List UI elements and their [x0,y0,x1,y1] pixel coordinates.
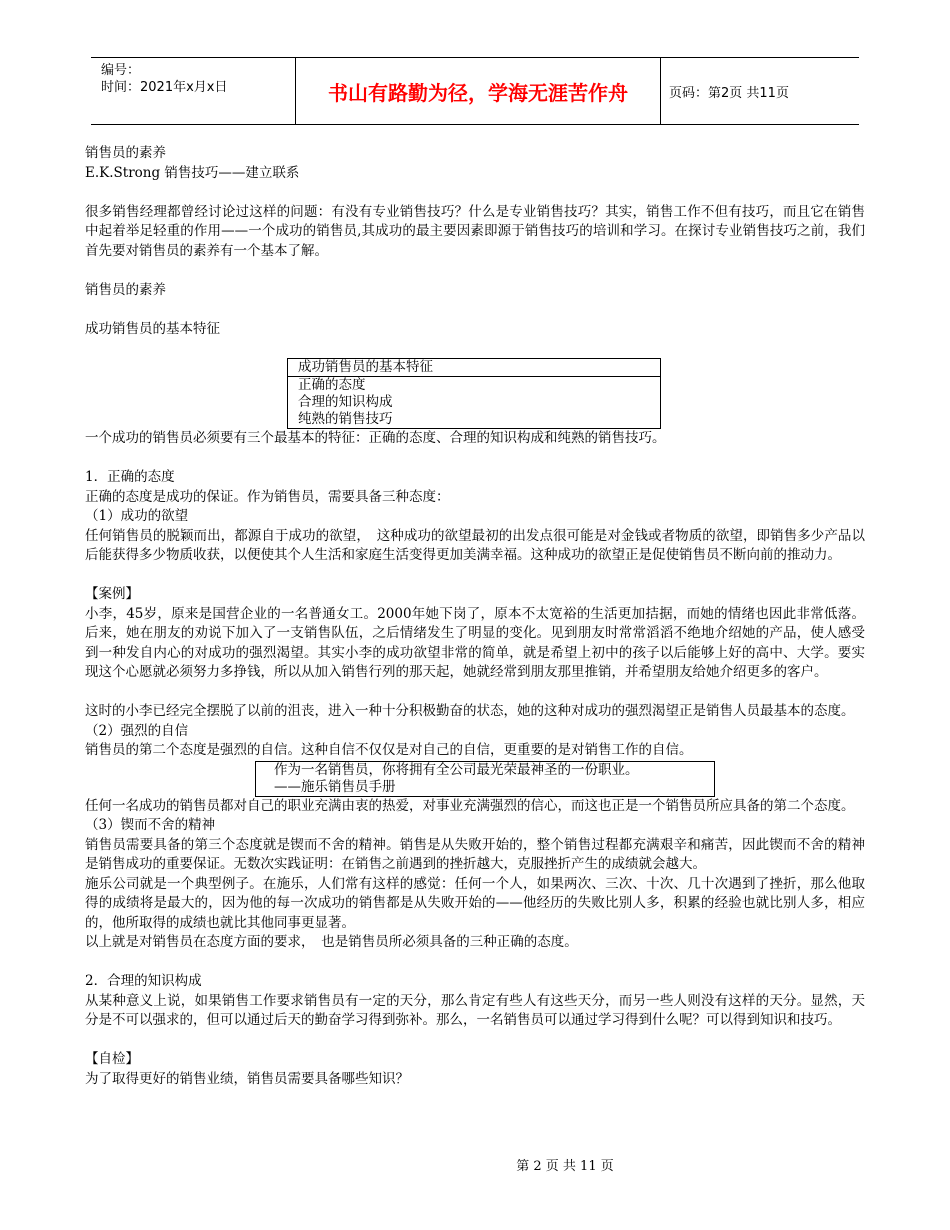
case-summary: 这时的小李已经完全摆脱了以前的沮丧，进入一种十分积极勤奋的状态，她的这种对成功的强烈渴望正是销售人员最基本的态度。 [85,703,855,719]
feature-heading: 成功销售员的基本特征 [85,320,220,337]
section-1-2-title: （2）强烈的自信 [85,722,189,739]
feature-table-header: 成功销售员的基本特征 [288,359,660,377]
feature-item: 正确的态度 [298,377,366,393]
doc-title: 销售员的素养 [85,145,166,161]
section-1-3-title: （3）锲而不舍的精神 [85,817,216,833]
section-1-intro: 正确的态度是成功的保证。作为销售员，需要具备三种态度： [85,488,450,505]
section-2-text: 从某种意义上说，如果销售工作要求销售员有一定的天分，那么肯定有些人有这些天分，而另一些人则没有这样的天分。显然，天分是不可以强求的，但可以通过后天的勤奋学习得到弥补。那么，一名销售员可以通过学习得到什么呢？可以得到知识和技巧。 [85,992,865,1028]
section-1-summary: 以上就是对销售员在态度方面的要求， 也是销售员所必须具备的三种正确的态度。 [85,934,578,950]
self-check-label: 【自检】 [85,1051,139,1067]
self-check-question: 为了取得更好的销售业绩，销售员需要具备哪些知识？ [85,1070,409,1087]
time-line: 时间：2021年x月x日 [101,80,228,95]
case-text: 小李，45岁，原来是国营企业的一名普通女工。2000年她下岗了，原本不太宽裕的生活更加拮据，而她的情绪也因此非常低落。后来，她在朋友的劝说下加入了一支销售队伍，之后情绪发生了明显的变化。见到朋友时常常滔滔不绝地介绍她的产品，使人感受到一种发自内心的对成功的强烈渴望。其实小李的成功欲望非常的简单，就是希望上初中的孩子以后能够上好的高中、大学。要实现这个心愿就必须努力多挣钱，所以从加入销售行列的那天起，她就经常到朋友那里推销，并希望朋友给她介绍更多的客户。 [85,605,865,680]
quote-box [255,761,715,797]
section-1-title: 1．正确的态度 [85,469,175,485]
quote-line: 作为一名销售员，你将拥有全公司最光荣最神圣的一份职业。 [274,761,639,778]
feature-item: 合理的知识构成 [298,394,393,410]
case-label: 【案例】 [85,586,139,602]
section-1-2-after: 任何一名成功的销售员都对自己的职业充满由衷的热爱，对事业充满强烈的信心，而这也正是一个销售员所应具备的第二个态度。 [85,797,855,814]
section-1-3-example: 施乐公司就是一个典型例子。在施乐，人们常有这样的感觉：任何一个人，如果两次、三次、十次、几十次遇到了挫折，那么他取得的成绩将是最大的，因为他的每一次成功的销售都是从失败开始的——他经历的失败比别人多，积累的经验也就比别人多，相应的，他所取得的成绩也就比其他同事更显著。 [85,875,865,931]
section-1-3-text: 销售员需要具备的第三个态度就是锲而不舍的精神。销售是从失败开始的，整个销售过程都充满艰辛和痛苦，因此锲而不舍的精神是销售成功的重要保证。无数次实践证明：在销售之前遇到的挫折越大，克服挫折产生的成绩就会越大。 [85,836,865,872]
header-motto: 书山有路勤为径，学海无涯苦作舟 [295,58,661,124]
feature-table [287,358,661,429]
document-body [85,144,865,1089]
feature-item: 纯熟的销售技巧 [298,411,393,427]
header-page-info: 页码：第2页 共11页 [669,85,789,101]
section-1-2-text: 销售员的第二个态度是强烈的自信。这种自信不仅仅是对自己的自信，更重要的是对销售工作的自信。 [85,742,693,758]
page-footer: 第 2 页 共 11 页 [516,1159,614,1174]
quote-source: ——施乐销售员手册 [274,778,396,795]
doc-subtitle: E.K.Strong 销售技巧——建立联系 [85,164,300,181]
intro-paragraph: 很多销售经理都曾经讨论过这样的问题：有没有专业销售技巧？什么是专业销售技巧？其实，销售工作不但有技巧，而且它在销售中起着举足轻重的作用——一个成功的销售员,其成功的最主要因素即源于销售技巧的培训和学习。在探讨专业销售技巧之前，我们首先要对销售员的素养有一个基本了解。 [85,203,865,259]
page-header [91,57,859,125]
feature-summary: 一个成功的销售员必须要有三个最基本的特征：正确的态度、合理的知识构成和纯熟的销售技巧。 [85,430,666,446]
section-2-title: 2．合理的知识构成 [85,973,202,989]
header-left-cell [91,58,295,124]
number-label: 编号： [101,63,141,78]
section-1-1-text: 任何销售员的脱颖而出，都源自于成功的欲望， 这种成功的欲望最初的出发点很可能是对金钱或者物质的欲望，即销售多少产品以后能获得多少物质收获，以便使其个人生活和家庭生活变得更加美满幸福。这种成功的欲望正是促使销售员不断向前的推动力。 [85,527,865,563]
section-1-1-title: （1）成功的欲望 [85,508,189,524]
section-title: 销售员的素养 [85,281,166,298]
